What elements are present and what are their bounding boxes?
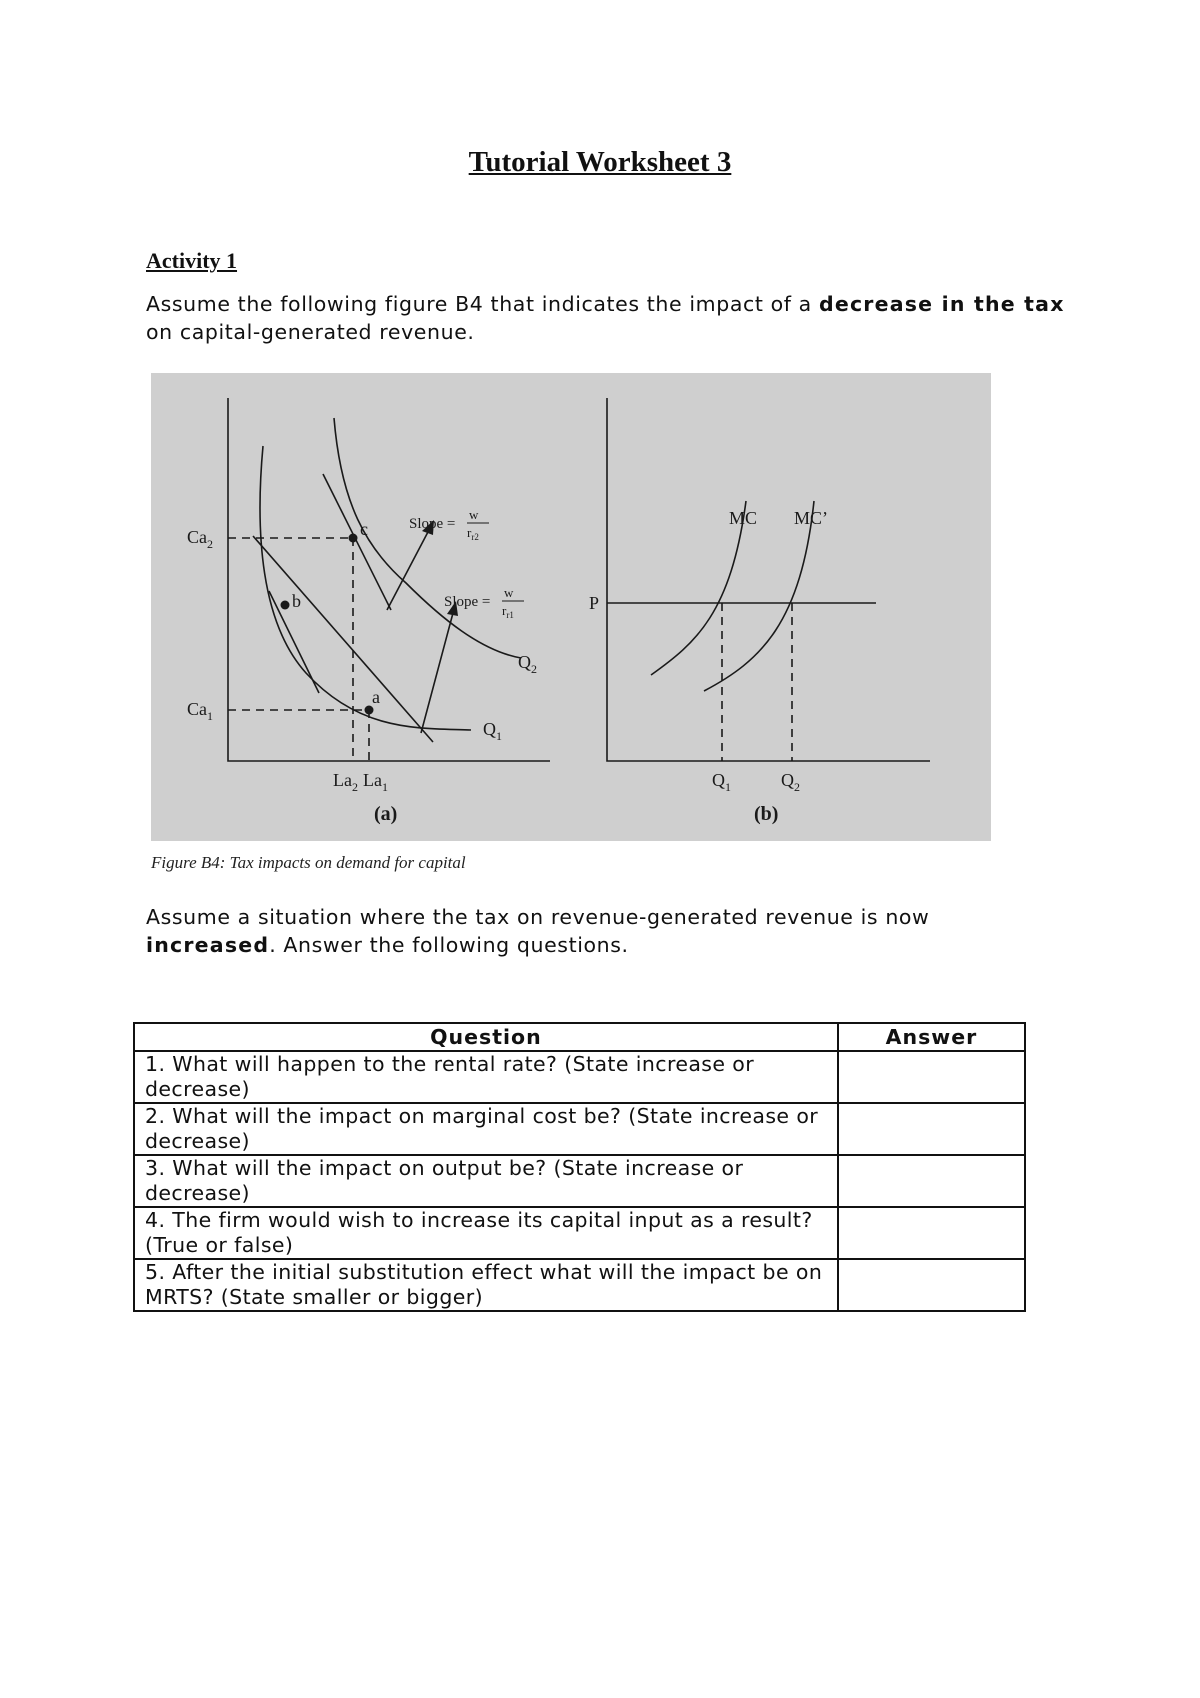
table-row (134, 1155, 1025, 1207)
worksheet-title: Tutorial Worksheet 3 (468, 146, 732, 178)
q1-isoquant-label: $Q_1$ (483, 719, 502, 743)
table-row (134, 1103, 1025, 1155)
intro-text-1: Assume the following figure B4 that indicates the impact of a (146, 292, 819, 316)
prompt-bold: increased (146, 933, 270, 957)
intro-bold: decrease in the tax (818, 292, 1065, 316)
table-row (134, 1259, 1025, 1311)
q2-isoquant-label: $Q_2$ (518, 652, 537, 676)
ca1-label: $Ca_1$ (187, 699, 213, 723)
question-header: Question (134, 1023, 838, 1051)
svg-text:rr1: $r_{r1}$ (502, 603, 514, 620)
table-row (134, 1051, 1025, 1103)
question-cell: 2. What will the impact on marginal cost be? (State increase or decrease) (134, 1103, 838, 1155)
svg-text:Slope =: Slope = (409, 516, 456, 532)
price-label: P (589, 593, 600, 613)
mc-prime-label: MC’ (794, 508, 829, 528)
point-a-label: a (372, 687, 380, 707)
q1-output-label: $Q_1$ (712, 770, 731, 794)
q2-output-label: $Q_2$ (781, 770, 800, 794)
svg-text:Slope =: Slope = (444, 594, 491, 610)
mc-prime-curve (704, 501, 814, 691)
ca2-label: $Ca_2$ (187, 527, 213, 551)
prompt-text-2: . Answer the following questions. (269, 933, 629, 957)
prompt-text-1: Assume a situation where the tax on revenue-generated revenue is now (146, 905, 930, 929)
intro-paragraph (146, 290, 1066, 346)
table-header-row (134, 1023, 1025, 1051)
ca1-guide (228, 710, 369, 761)
svg-text:w: w (504, 585, 514, 600)
panel-a-label: (a) (374, 803, 398, 825)
answer-cell[interactable] (838, 1207, 1025, 1259)
question-cell: 1. What will happen to the rental rate? (State increase or decrease) (134, 1051, 838, 1103)
answer-cell[interactable] (838, 1103, 1025, 1155)
answer-cell[interactable] (838, 1155, 1025, 1207)
answer-header: Answer (838, 1023, 1025, 1051)
svg-text:rr2: $r_{r2}$ (467, 525, 479, 542)
question-table (133, 1022, 1026, 1312)
point-c (349, 534, 358, 543)
tangent-line-a (253, 536, 433, 742)
question-prompt (146, 903, 1066, 959)
panel-b-axes (607, 398, 930, 761)
point-c-label: c (360, 519, 368, 539)
figure-b4-diagram (151, 373, 991, 841)
la1-label: $La_1$ (363, 770, 388, 794)
question-cell: 3. What will the impact on output be? (State increase or decrease) (134, 1155, 838, 1207)
mc-label: MC (729, 508, 758, 528)
ca2-guide (228, 538, 353, 761)
slope-arrow-2 (421, 613, 453, 733)
intro-text-2: on capital-generated revenue. (146, 320, 475, 344)
figure-caption: Figure B4: Tax impacts on demand for capital (151, 853, 466, 872)
panel-a-axes (228, 398, 550, 761)
question-cell: 4. The firm would wish to increase its capital input as a result? (True or false) (134, 1207, 838, 1259)
slope-label-1 (409, 507, 489, 542)
svg-text:w: w (469, 507, 479, 522)
tangent-line-c (323, 474, 391, 610)
question-cell: 5. After the initial substitution effect what will the impact be on MRTS? (State smaller or bigger) (134, 1259, 838, 1311)
answer-cell[interactable] (838, 1259, 1025, 1311)
isoquant-q1 (260, 446, 471, 730)
la2-label: $La_2$ (333, 770, 358, 794)
activity-heading: Activity 1 (146, 248, 238, 273)
panel-b-label: (b) (754, 803, 779, 825)
answer-cell[interactable] (838, 1051, 1025, 1103)
point-b (281, 601, 290, 610)
figure-b4 (151, 373, 991, 841)
table-row (134, 1207, 1025, 1259)
point-b-label: b (292, 591, 301, 611)
